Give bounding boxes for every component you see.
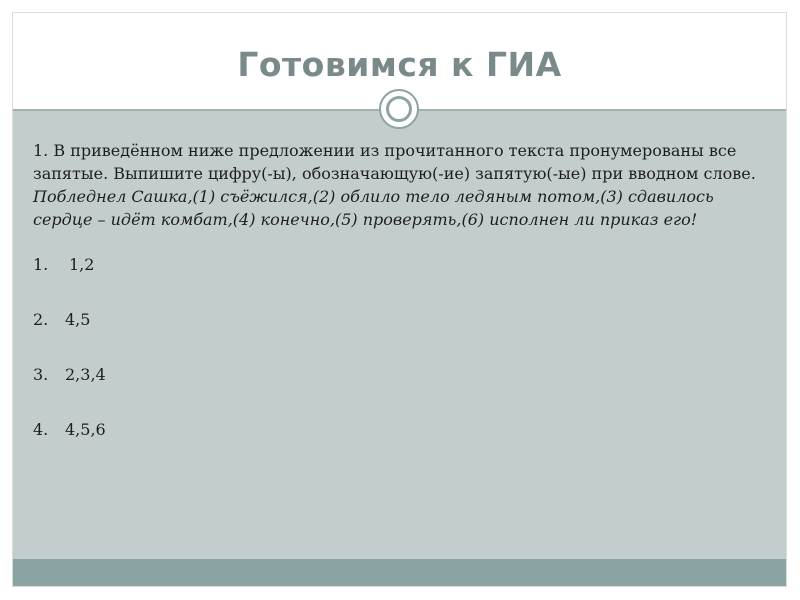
slide-title: Готовимся к ГИА [237, 45, 562, 84]
option-text: 1,2 [69, 255, 95, 274]
answer-option [33, 253, 768, 308]
slide [13, 13, 786, 586]
option-text: 4,5,6 [65, 420, 106, 439]
answer-option [33, 308, 768, 363]
sentence-text: Побледнел Сашка,(1) съёжился,(2) облило тело ледяным потом,(3) сдавилось сердце – идёт комбат,(4) конечно,(5) проверять,(6) исполнен ли приказ его! [33, 187, 714, 229]
circle-ornament-icon [379, 89, 419, 129]
option-number: 1. [33, 255, 49, 274]
answer-options [33, 253, 768, 473]
slide-content [33, 139, 768, 473]
option-number: 2. [33, 310, 49, 329]
question-text: 1. В приведённом ниже предложении из прочитанного текста пронумерованы все запятые. Выпишите цифру(-ы), обозначающую(-ие) запятую(-ые) при вводном слове. [33, 141, 756, 183]
option-number: 4. [33, 420, 49, 439]
answer-option [33, 418, 768, 473]
option-number: 3. [33, 365, 49, 384]
circle-ornament-inner [386, 96, 412, 122]
option-text: 4,5 [65, 310, 91, 329]
footer-bar [13, 559, 786, 586]
answer-option [33, 363, 768, 418]
option-text: 2,3,4 [65, 365, 106, 384]
